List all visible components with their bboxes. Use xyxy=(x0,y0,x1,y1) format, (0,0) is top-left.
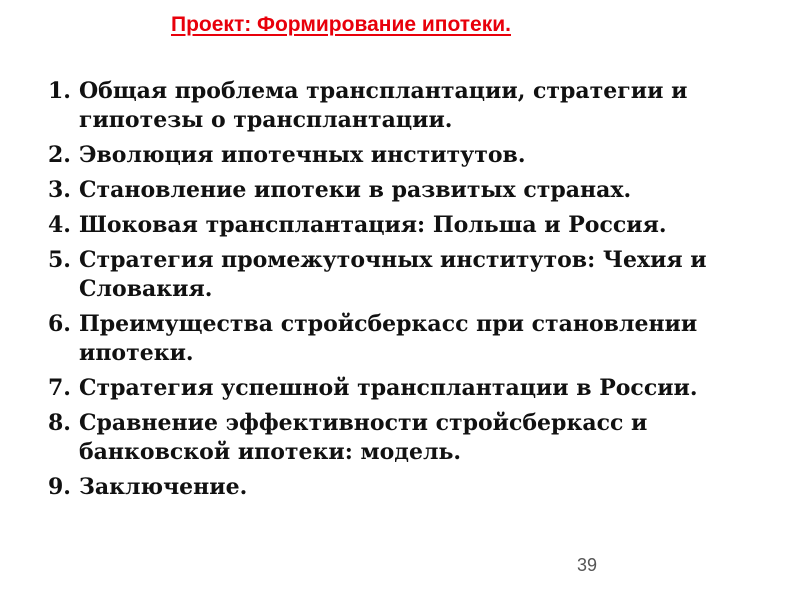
list-item xyxy=(48,310,788,368)
item-text: Преимущества стройсберкасс при становлении ипотеки. xyxy=(79,311,698,366)
item-text: Общая проблема трансплантации, стратегии и гипотезы о трансплантации. xyxy=(79,78,688,133)
item-text: Эволюция ипотечных институтов. xyxy=(79,142,526,168)
list-item xyxy=(48,374,788,403)
item-text: Становление ипотеки в развитых странах. xyxy=(79,177,632,203)
item-number: 6. xyxy=(48,311,71,337)
list-item xyxy=(48,246,788,304)
list-item xyxy=(48,473,788,502)
item-number: 3. xyxy=(48,177,71,203)
item-text: Шоковая трансплантация: Польша и Россия. xyxy=(79,212,667,238)
list-item xyxy=(48,77,788,135)
page-number: 39 xyxy=(577,555,598,575)
list-item xyxy=(48,409,788,467)
list-item xyxy=(48,211,788,240)
list-item xyxy=(48,176,788,205)
item-text: Стратегия успешной трансплантации в России. xyxy=(79,375,698,401)
item-text: Сравнение эффективности стройсберкасс и банковской ипотеки: модель. xyxy=(79,410,648,465)
item-number: 4. xyxy=(48,212,71,238)
item-text: Заключение. xyxy=(79,474,248,500)
item-number: 9. xyxy=(48,474,71,500)
item-number: 1. xyxy=(48,78,71,104)
item-number: 7. xyxy=(48,375,71,401)
agenda-list xyxy=(48,77,788,508)
item-number: 8. xyxy=(48,410,71,436)
item-number: 2. xyxy=(48,142,71,168)
slide-title: Проект: Формирование ипотеки. xyxy=(171,13,511,36)
item-text: Стратегия промежуточных институтов: Чехия и Словакия. xyxy=(79,247,707,302)
item-number: 5. xyxy=(48,247,71,273)
list-item xyxy=(48,141,788,170)
